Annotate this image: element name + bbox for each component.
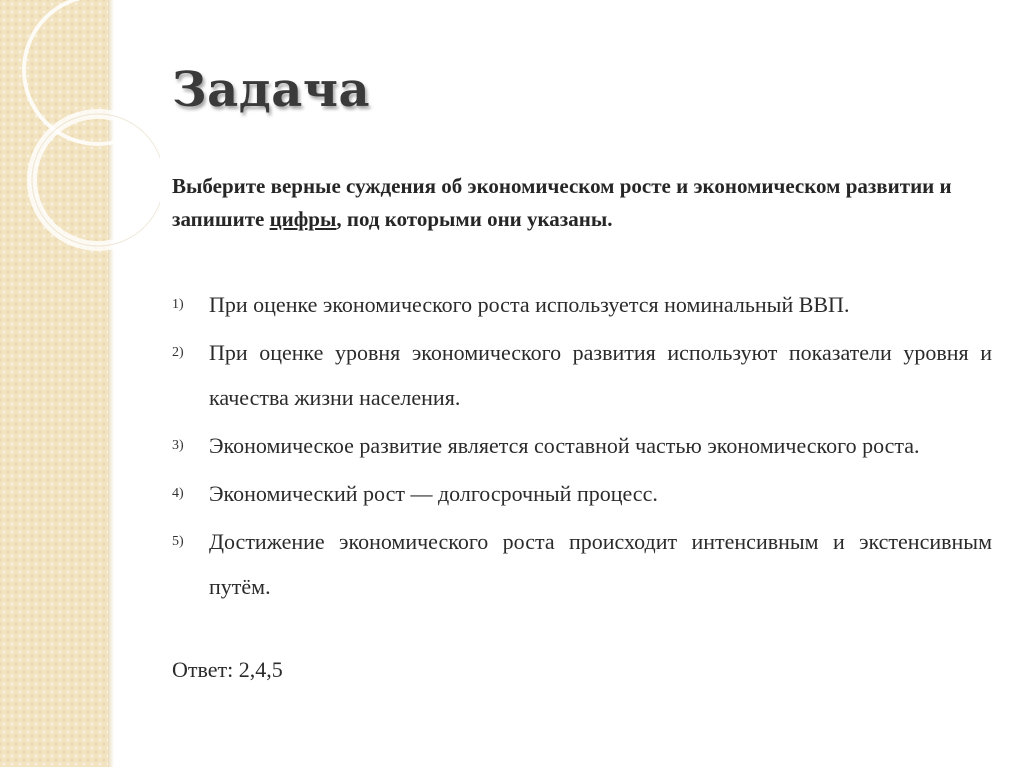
item-number: 2)	[172, 345, 184, 360]
item-text: Экономическое развитие является составной частью экономического роста.	[209, 433, 920, 458]
slide-title: Задача	[172, 62, 371, 118]
answer-text: Ответ: 2,4,5	[172, 657, 283, 682]
item-text: Достижение экономического роста происходит интенсивным и экстенсивным путём.	[209, 529, 992, 599]
item-number: 4)	[172, 486, 184, 501]
task-text-start: Выберите верные суждения об экономическом росте и экономическом развитии и запишите	[172, 174, 952, 231]
list-item	[172, 471, 992, 516]
task-statement	[172, 170, 997, 236]
statement-list	[172, 282, 992, 612]
list-item	[172, 282, 992, 327]
list-item	[172, 423, 992, 468]
list-item	[172, 519, 992, 609]
item-text: Экономический рост — долгосрочный процесс.	[209, 481, 658, 506]
item-number: 1)	[172, 297, 184, 312]
item-text: При оценке экономического роста используется номинальный ВВП.	[209, 292, 850, 317]
item-text: При оценке уровня экономического развития используют показатели уровня и качества жизни населения.	[209, 340, 992, 410]
task-emphasis: цифры	[269, 207, 337, 231]
item-number: 3)	[172, 438, 184, 453]
decorative-rings-icon	[0, 0, 160, 260]
item-number: 5)	[172, 534, 184, 549]
list-item	[172, 330, 992, 420]
task-text-end: , под которыми они указаны.	[336, 207, 613, 231]
